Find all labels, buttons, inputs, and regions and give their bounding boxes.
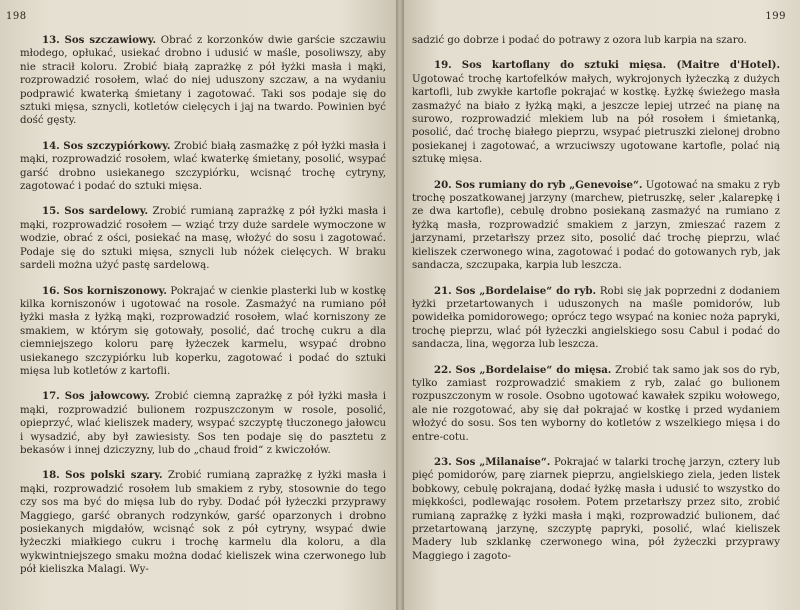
- recipe-body: Ugotować trochę kartofelków małych, wykrojonych łyżeczką z dużych kartofli, lub zwykłe kartofle pokrajać w kostkę. Łyżkę świeżego masła zasmażyć na biało z łyżką mąki, a jeszcze lepiej utrzeć na pianę na surowo, rozprowadzić mlekiem lub na pół rosołem i śmietanką, posolić, dać trochę białego pieprzu, wsypać pietruszki zielonej drobno posiekanej i zagotować, a wrzuciwszy ugotowane kartofle, polać nią sztukę mięsa.: [412, 73, 780, 166]
- book-gutter: [396, 0, 404, 610]
- recipe-22: [412, 364, 780, 444]
- recipe-title: Sos korniszonowy.: [63, 284, 167, 297]
- recipe-continuation: sadzić go dobrze i podać do potrawy z ozora lub karpia na szaro.: [412, 35, 747, 46]
- page-number-left: 198: [6, 11, 27, 22]
- recipe-title: Sos szczypiórkowy.: [63, 139, 171, 152]
- recipe-title: Sos jałowcowy.: [64, 390, 150, 403]
- recipe-body: Pokrajać w cienkie plasterki lub w kostkę kilka korniszonów i ugotować na rosole. Zasmażyć na rumiano pół łyżki masła z łyżką mąki, rozprowadzić rosołem, wlać korniszony ze smakiem, w którym się gotowały, posolić, dać trochę cukru a dla ciemniejszego koloru parę łyżeczek karmelu, wsypać drobno usiekanego szczypiórku lub koperku, zagotować i podać do sztuki mięsa lub kotletów z kartofli.: [20, 285, 386, 377]
- recipe-number: 17.: [42, 390, 60, 403]
- recipe-18: [20, 469, 386, 576]
- recipe-body: Robi się jak poprzedni z dodaniem łyżki przetartowanych i uduszonych na maśle pomidorów, lub powidełka pomidorowego; oprócz tego wsypać na koniec noża papryki, trochę pieprzu, wlać pół łyżeczki angielskiego sosu Cabul i podać do sandacza, lina, węgorza lub leszcza.: [412, 285, 780, 351]
- right-page: [400, 0, 800, 610]
- recipe-15: [20, 205, 386, 272]
- recipe-number: 22.: [434, 363, 452, 376]
- recipe-body: Zrobić rumianą zaprażkę z łyżki masła i mąki, rozprowadzić rosołem lub smakiem z ryby, stosownie do tego czy sos ma być do mięsa lub do ryby. Dodać pół łyżeczki przyprawy Maggiego, garść obranych rodzynków, garść oparzonych i drobno posiekanych migdałów, wcisnąć sok z pół cytryny, wsypać dwie łyżeczki miałkiego cukru i trochę karmelu dla koloru, a dla wykwintniejszego smaku można dodać kieliszek wina czerwonego lub pół kieliszka Malagi. Wy-: [20, 470, 386, 576]
- recipe-body: Zrobić ciemną zaprażkę z pół łyżki masła i mąki, rozprowadzić bulionem rozpuszczonym w rosole, posolić, opieprzyć, wlać kieliszek madery, wsypać szczyptę tłuczonego jałowcu i wysadzić, aby był zawiesisty. Sos ten podaje się do pasztetu z bekasów i innej dziczyzny, lub do „chaud froid“ z kwiczołów.: [20, 391, 386, 456]
- recipe-title: Sos „Milanaise“.: [455, 455, 551, 468]
- recipe-number: 19.: [434, 59, 452, 72]
- recipe-title: Sos „Bordelaise“ do mięsa.: [455, 363, 612, 376]
- recipe-title: Sos rumiany do ryb „Genevoise“.: [455, 178, 643, 191]
- recipe-number: 14.: [42, 139, 60, 152]
- recipe-number: 13.: [42, 34, 60, 46]
- recipe-number: 15.: [42, 205, 60, 218]
- recipe-number: 21.: [434, 284, 452, 297]
- recipe-20: [412, 179, 780, 273]
- recipe-17: [20, 390, 386, 457]
- recipe-body: Zrobić tak samo jak sos do ryb, tylko zamiast rozprowadzić smakiem z ryb, zalać go bulionem rozpuszczonym w rosole. Osobno ugotować kawałek szpiku wołowego, ale nie rozgotować, aby się dał pokrajać w kostkę i przed wydaniem włożyć do sosu. Sos ten wyborny do kotletów z wszelkiego mięsa i do entre-cotu.: [412, 364, 781, 443]
- recipe-body: Zrobić białą zasmażkę z pół łyżki masła i mąki, rozprowadzić rosołem, wlać kwaterkę śmietany, posolić, wsypać garść drobno usiekanego szczypiórku, wcisnąć trochę cytryny, zagotować i podać do sztuki mięsa.: [20, 140, 386, 193]
- recipe-number: 16.: [42, 284, 60, 297]
- page-number-right: 199: [765, 11, 786, 22]
- recipe-title: Sos kartoflany do sztuki mięsa. (Maitre d'Hotel).: [461, 59, 780, 72]
- recipe-23: [412, 456, 780, 563]
- recipe-14: [20, 140, 386, 194]
- recipe-body: Zrobić rumianą zaprażkę z pół łyżki masła i mąki, rozprowadzić rosołem — wziąć trzy duże sardele wymoczone w wodzie, obrać z ości, posiekać na masę, włożyć do sosu i zagotować. Podaje się do sztuki mięsa, sznycli lub nóżek cielęcych. W braku sardeli można użyć pastę sardelową.: [20, 206, 386, 272]
- recipe-title: Sos szczawiowy.: [64, 34, 156, 46]
- recipe-body: Pokrajać w talarki trochę jarzyn, cztery lub pięć pomidorów, parę ziarnek pieprzu, angielskiego ziela, jeden listek bobkowy, cebulę pokrajaną, dodać łyżkę masła i udusić to wszystko do miękkości, podlewając rosołem. Potem przetarłszy przez sito, zrobić rumianą zaprażkę z łyżki masła i mąki, rozprowadzić bulionem, dać przetartowaną jarzynę, szczyptę papryki, posolić, wlać kieliszek Madery lub szklankę czerwonego wina, pół żyżeczki przyprawy Maggiego i zagoto-: [412, 456, 780, 562]
- recipe-title: Sos „Bordelaise“ do ryb.: [455, 284, 597, 297]
- recipe-number: 23.: [434, 455, 452, 468]
- recipe-16: [20, 285, 386, 379]
- recipe-13: [20, 34, 386, 128]
- recipe-number: 20.: [434, 178, 452, 191]
- recipe-21: [412, 285, 780, 352]
- recipe-title: Sos sardelowy.: [64, 205, 148, 218]
- recipe-body: Ugotować na smaku z ryb trochę poszatkowanej jarzyny (marchew, pietruszkę, seler ,kalarepkę i ze dwa kartofle), cebulę drobno posiekaną zasmażyć na rumiano z łyżką masła, rozprowadzić smakiem z jarzyn, zmieszać razem z jarzynami, przetarłszy przez sito, posolić dać trochę pieprzu, wlać kieliszek czerwonego wina, zagotować i podać do gotowanych ryb, jak sandacza, szczupaka, karpia lub leszcza.: [412, 179, 780, 272]
- recipe-body: Obrać z korzonków dwie garście szczawiu młodego, opłukać, usiekać drobno i udusić w maśle, posoliwszy, aby nie stracił koloru. Zrobić białą zaprażkę z pół łyżki masła i mąki, rozprowadzić rosołem, wlać do niej uduszony szczaw, a na wydaniu podprawić kwaterką śmietany i zagotować. Taki sos podaje się do sztuki mięsa, sznycli, kotletów cielęcych i jaj na twardo. Powinien być dość gęsty.: [20, 35, 386, 127]
- recipe-number: 18.: [42, 469, 60, 482]
- recipe-19: [412, 59, 780, 166]
- recipe-title: Sos polski szary.: [65, 469, 163, 482]
